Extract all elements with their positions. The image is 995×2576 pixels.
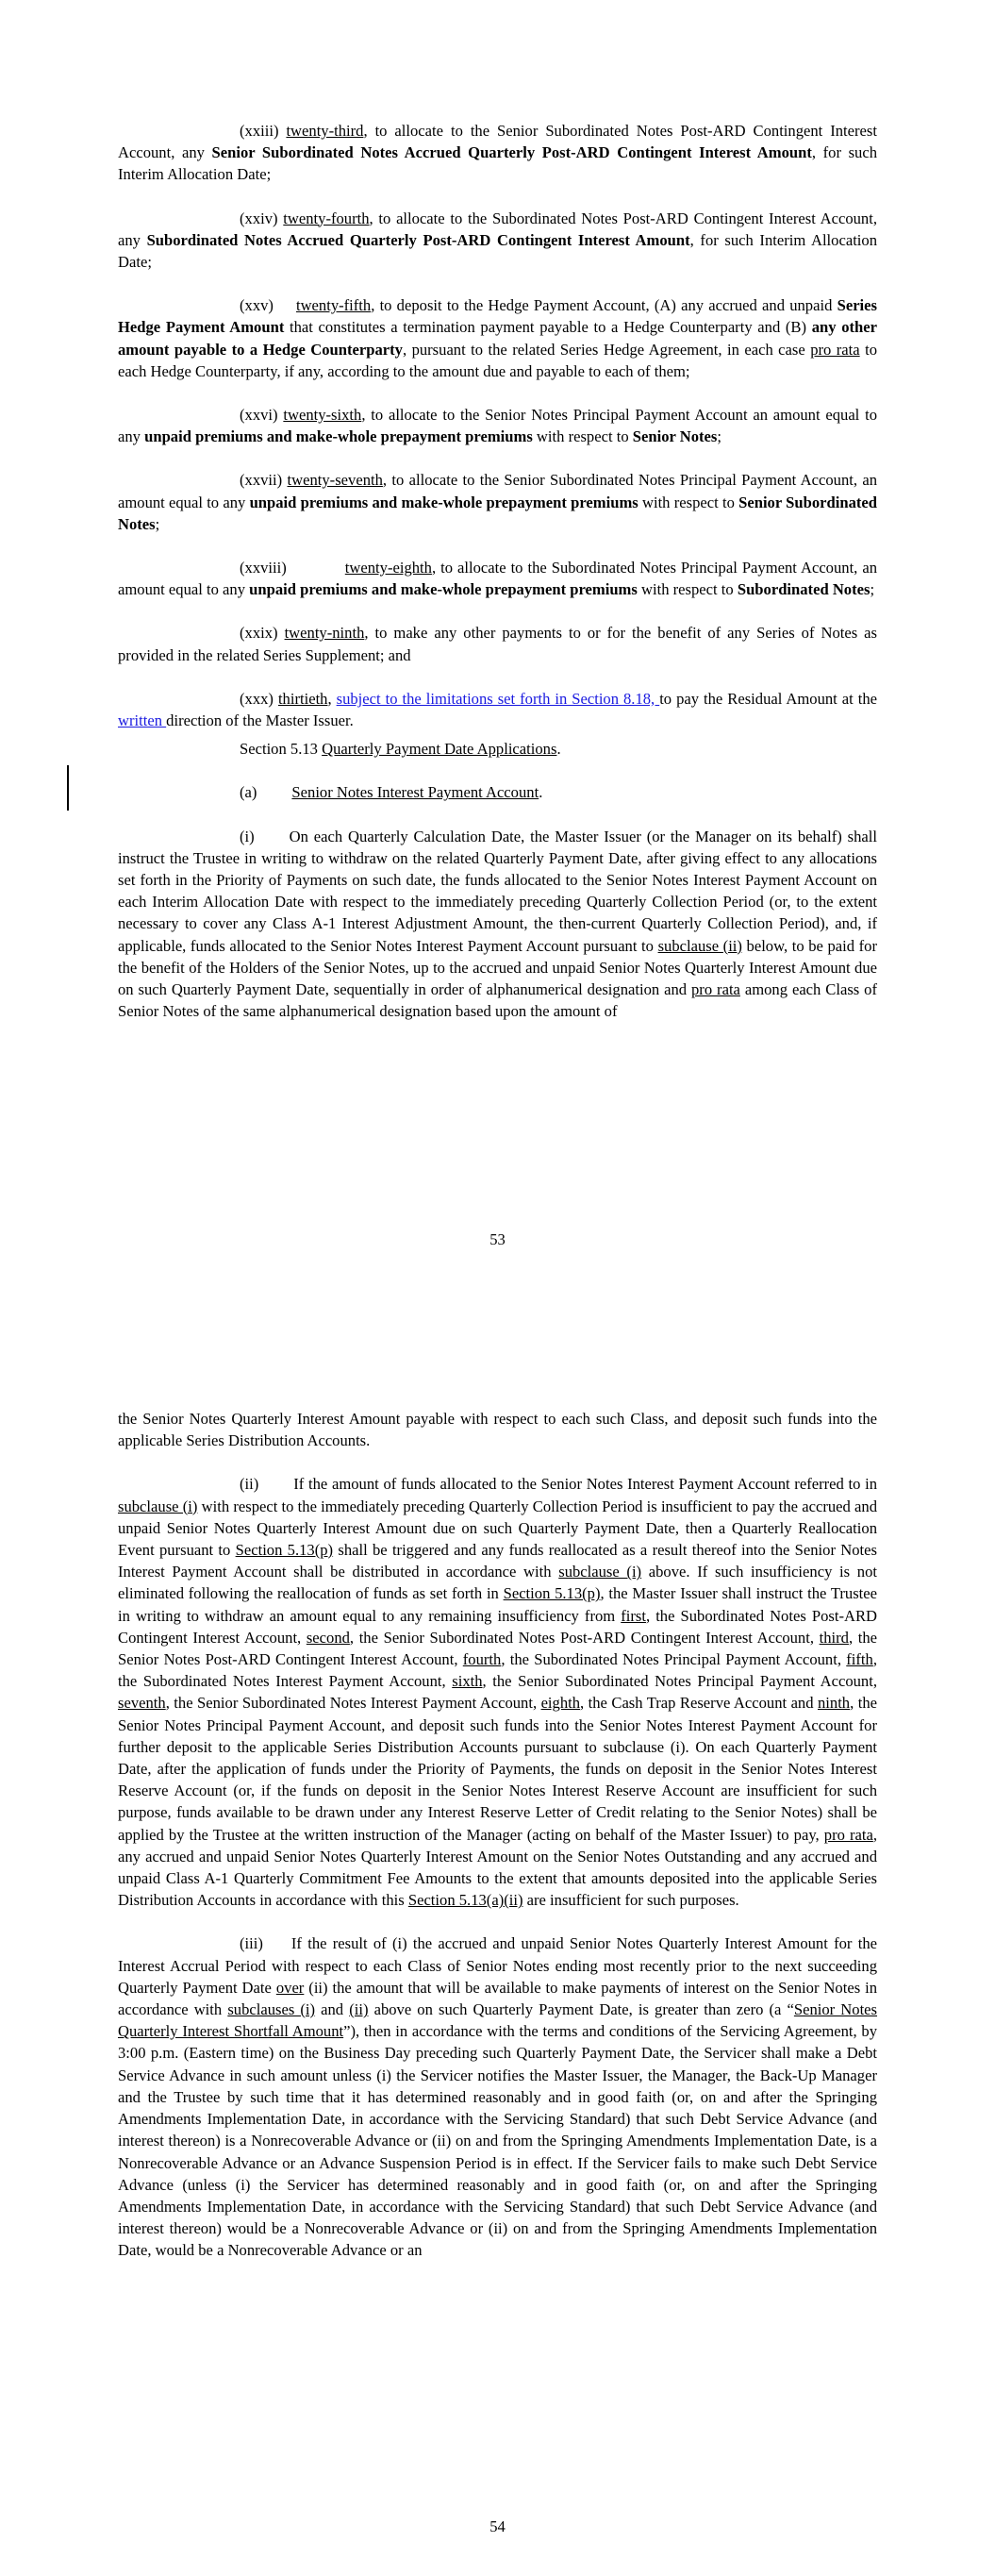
clause-xxiii: (xxiii) twenty-third, to allocate to the Senior Subordinated Notes Post-ARD Contingent Interest Account, any Senior Subordinated Notes Accrued Quarterly Post-ARD Contingent Interest Amount, for such Interim Allocation Date; <box>118 122 878 184</box>
page-number: 54 <box>489 2517 506 2535</box>
clause-i: (i) On each Quarterly Calculation Date, the Master Issuer (or the Manager on its behalf) shall instruct the Trustee in writing to withdraw on the related Quarterly Payment Date, after giving effect to any allocations set forth in the Priority of Payments on such date, the funds allocated to the Senior Notes Interest Payment Account on each Interim Allocation Date with respect to the immediately preceding Quarterly Collection Period (or, to the extent necessary to cover any Class A-1 Interest Adjustment Amount, the then-current Quarterly Collection Period), and, if applicable, funds allocated to the Senior Notes Interest Payment Account pursuant to subclause (ii) below, to be paid for the benefit of the Holders of the Senior Notes, up to the accrued and unpaid Senior Notes Quarterly Interest Amount due on such Quarterly Payment Date, sequentially in order of alphanumerical designation and pro rata among each Class of Senior Notes of the same alphanumerical designation based upon the amount of <box>118 827 877 1021</box>
clause-xxix: (xxix) twenty-ninth, to make any other payments to or for the benefit of any Series of Notes as provided in the related Series Supplement; and <box>118 624 877 664</box>
page-54 <box>0 1395 995 2576</box>
page-number: 53 <box>489 1230 506 1248</box>
clause-xxviii: (xxviii) twenty-eighth, to allocate to the Subordinated Notes Principal Payment Account, an amount equal to any unpaid premiums and make-whole prepayment premiums with respect to Subordinated Notes; <box>118 559 877 599</box>
clause-xxx: (xxx) thirtieth, subject to the limitations set forth in Section 8.18, to pay the Residual Amount at the written direction of the Master Issuer. <box>118 689 878 730</box>
clause-xxiv: (xxiv) twenty-fourth, to allocate to the Subordinated Notes Post-ARD Contingent Interest Account, any Subordinated Notes Accrued Quarterly Post-ARD Contingent Interest Amount, for such Interim Allocation Date; <box>118 209 878 272</box>
clause-xxvi: (xxvi) twenty-sixth, to allocate to the Senior Notes Principal Payment Account an amount equal to any unpaid premiums and make-whole prepayment premiums with respect to Senior Notes; <box>118 406 877 446</box>
clause-i-continued: the Senior Notes Quarterly Interest Amount payable with respect to each such Class, and deposit such funds into the applicable Series Distribution Accounts. <box>118 1410 877 1450</box>
clause-xxvii: (xxvii) twenty-seventh, to allocate to the Senior Subordinated Notes Principal Payment Account, an amount equal to any unpaid premiums and make-whole prepayment premiums with respect to Senior Subordinated Notes; <box>118 471 877 533</box>
inserted-text-written: written <box>118 711 167 730</box>
revision-change-bar <box>67 765 69 811</box>
page-53-body <box>118 120 877 1045</box>
clause-iii: (iii) If the result of (i) the accrued and unpaid Senior Notes Quarterly Interest Amount for the Interest Accrual Period with respect to each Class of Senior Notes ending most recently prior to the next succeeding Quarterly Payment Date over (ii) the amount that will be available to make payments of interest on the Senior Notes in accordance with subclauses (i) and (ii) above on such Quarterly Payment Date, is greater than zero (a “Senior Notes Quarterly Interest Shortfall Amount”), then in accordance with the terms and conditions of the Servicing Agreement, by 3:00 p.m. (Eastern time) on the Business Day preceding such Quarterly Payment Date, the Servicer shall make a Debt Service Advance in such amount unless (i) the Servicer notifies the Master Issuer, the Manager, the Back-Up Manager and the Trustee by such time that it has determined reasonably and in good faith (or, on and after the Springing Amendments Implementation Date, in accordance with the Servicing Standard) that such Debt Service Advance (and interest thereon) is a Nonrecoverable Advance or (ii) on and from the Springing Amendments Implementation Date, is a Nonrecoverable Advance or an Advance Suspension Period is in effect. If the Servicer fails to make such Debt Service Advance (unless (i) the Servicer has determined reasonably and in good faith (or, on and after the Springing Amendments Implementation Date, in accordance with the Servicing Standard) that such Debt Service Advance (and interest thereon) would be a Nonrecoverable Advance or (ii) on and from the Springing Amendments Implementation Date, would be a Nonrecoverable Advance or an <box>118 1934 878 2260</box>
subsection-a-heading: (a) Senior Notes Interest Payment Account. <box>240 783 543 802</box>
page-54-body <box>118 1408 877 2283</box>
inserted-text-limitations: subject to the limitations set forth in Section 8.18, <box>336 689 660 708</box>
section-5-13-heading: Section 5.13 Quarterly Payment Date Applications. <box>240 740 561 759</box>
clause-ii: (ii) If the amount of funds allocated to the Senior Notes Interest Payment Account referred to in subclause (i) with respect to the immediately preceding Quarterly Collection Period is insufficient to pay the accrued and unpaid Senior Notes Quarterly Interest Amount due on such Quarterly Payment Date, then a Quarterly Reallocation Event pursuant to Section 5.13(p) shall be triggered and any funds reallocated as a result thereof into the Senior Notes Interest Payment Account shall be distributed in accordance with subclause (i) above. If such insufficiency is not eliminated following the reallocation of funds as set forth in Section 5.13(p), the Master Issuer shall instruct the Trustee in writing to withdraw an amount equal to any remaining insufficiency from first, the Subordinated Notes Post-ARD Contingent Interest Account, second, the Senior Subordinated Notes Post-ARD Contingent Interest Account, third, the Senior Notes Post-ARD Contingent Interest Account, fourth, the Subordinated Notes Principal Payment Account, fifth, the Subordinated Notes Interest Payment Account, sixth, the Senior Subordinated Notes Principal Payment Account, seventh, the Senior Subordinated Notes Interest Payment Account, eighth, the Cash Trap Reserve Account and ninth, the Senior Notes Principal Payment Account, and deposit such funds into the Senior Notes Interest Payment Account for further deposit to the applicable Series Distribution Accounts pursuant to subclause (i). On each Quarterly Payment Date, after the application of funds under the Priority of Payments, the funds on deposit in the Senior Notes Interest Reserve Account (or, if the funds on deposit in the Senior Notes Interest Reserve Account are insufficient for such purpose, funds available to be drawn under any Interest Reserve Letter of Credit relating to the Senior Notes) shall be applied by the Trustee at the written instruction of the Manager (acting on behalf of the Master Issuer) to pay, pro rata, any accrued and unpaid Senior Notes Quarterly Interest Amount on the Senior Notes Outstanding and any accrued and unpaid Class A-1 Quarterly Commitment Fee Amounts to the extent that amounts deposited into the applicable Series Distribution Accounts in accordance with this Section 5.13(a)(ii) are insufficient for such purposes. <box>118 1475 878 1910</box>
clause-xxv: (xxv) twenty-fifth, to deposit to the Hedge Payment Account, (A) any accrued and unpaid Series Hedge Payment Amount that constitutes a termination payment payable to a Hedge Counterparty and (B) any other amount payable to a Hedge Counterparty, pursuant to the related Series Hedge Agreement, in each case pro rata to each Hedge Counterparty, if any, according to the amount due and payable to each of them; <box>118 296 877 380</box>
